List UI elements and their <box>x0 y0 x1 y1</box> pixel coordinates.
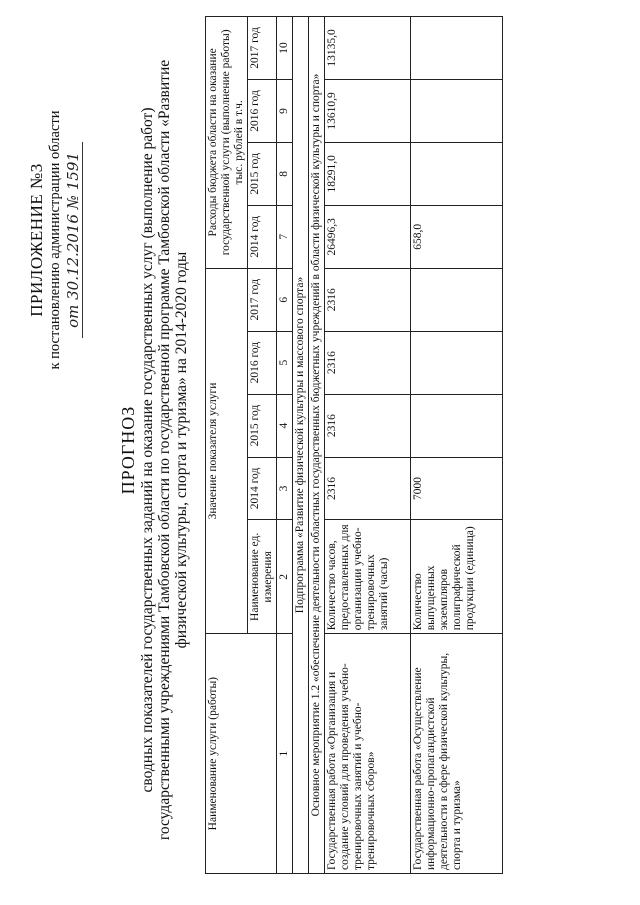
main-activity-row: Основное мероприятие 1.2 «обеспечение деятельности областных государственных бюджетных учреждений в области физической культуры и спорта» <box>309 17 325 874</box>
row-value-2017: 2316 <box>325 268 411 331</box>
annex-subtitle: к постановлению администрации области <box>47 110 63 370</box>
document-title <box>120 20 190 880</box>
rotated-landscape-content <box>20 20 620 880</box>
header-expense-year-2014: 2014 год <box>248 205 277 268</box>
header-unit-name: Наименование ед. измерения <box>248 520 277 634</box>
row-value-2016: 2316 <box>325 331 411 394</box>
row-unit: Количество выпущенных экземпляров полиграфической продукции (единица) <box>411 520 503 634</box>
header-year-2016: 2016 год <box>248 331 277 394</box>
row-value-2017 <box>411 268 503 331</box>
header-expense-year-2015: 2015 год <box>248 142 277 205</box>
column-numbers-row <box>277 17 293 874</box>
row-service: Государственная работа «Осуществление информационно-пропагандистской деятельности в сфере физической культуры, спорта и туризма» <box>411 634 503 874</box>
col-number: 2 <box>277 520 293 634</box>
header-expense-year-2017: 2017 год <box>248 17 277 80</box>
row-expense-2015 <box>411 142 503 205</box>
row-value-2014: 2316 <box>325 457 411 520</box>
row-unit: Количество часов, предоставленных для организации учебно-тренировочных занятий (часы) <box>325 520 411 634</box>
row-expense-2016 <box>411 79 503 142</box>
col-number: 9 <box>277 79 293 142</box>
col-number: 7 <box>277 205 293 268</box>
row-expense-2015: 18291,0 <box>325 142 411 205</box>
row-expense-2017 <box>411 17 503 80</box>
header-year-2017: 2017 год <box>248 268 277 331</box>
col-number: 6 <box>277 268 293 331</box>
row-value-2015: 2316 <box>325 394 411 457</box>
col-number: 10 <box>277 17 293 80</box>
row-service: Государственная работа «Организация и создание условий для проведения учебно-тренировочных занятий и учебно-тренировочных сборов» <box>325 634 411 874</box>
row-expense-2014: 26496,3 <box>325 205 411 268</box>
title-line-3: физической культуры, спорта и туризма» на 2014-2020 годы <box>173 251 190 649</box>
table-row <box>411 17 503 874</box>
header-indicator-value: Значение показателя услуги <box>206 268 248 634</box>
row-expense-2014: 658,0 <box>411 205 503 268</box>
header-expense-year-2016: 2016 год <box>248 79 277 142</box>
header-year-2015: 2015 год <box>248 394 277 457</box>
annex-title: ПРИЛОЖЕНИЕ №3 <box>27 163 46 317</box>
col-number: 5 <box>277 331 293 394</box>
annex-block <box>28 50 83 430</box>
col-number: 4 <box>277 394 293 457</box>
row-value-2014: 7000 <box>411 457 503 520</box>
header-year-2014: 2014 год <box>248 457 277 520</box>
row-expense-2017: 13135,0 <box>325 17 411 80</box>
forecast-table <box>205 16 503 874</box>
title-line-2: государственными учреждениями Тамбовской области по государственной программе Тамбовской области «Развитие <box>156 59 173 841</box>
title-heading: ПРОГНОЗ <box>118 405 138 495</box>
title-line-1: сводных показателей государственных заданий на оказание государственных услуг (выполнение работ) <box>139 107 156 793</box>
col-number: 3 <box>277 457 293 520</box>
row-expense-2016: 13610,9 <box>325 79 411 142</box>
table-row <box>325 17 411 874</box>
subprogram-row: Подпрограмма «Развитие физической культуры и массового спорта» <box>293 17 309 874</box>
col-number: 1 <box>277 634 293 874</box>
row-value-2015 <box>411 394 503 457</box>
header-expenses: Расходы бюджета области на оказание государственной услуги (выполнение работы) тыс. рублей в т.ч. <box>206 17 248 269</box>
header-service-name: Наименование услуги (работы) <box>206 634 277 874</box>
annex-date-handwritten: от 30.12.2016 № 1591 <box>64 142 83 338</box>
col-number: 8 <box>277 142 293 205</box>
row-value-2016 <box>411 331 503 394</box>
